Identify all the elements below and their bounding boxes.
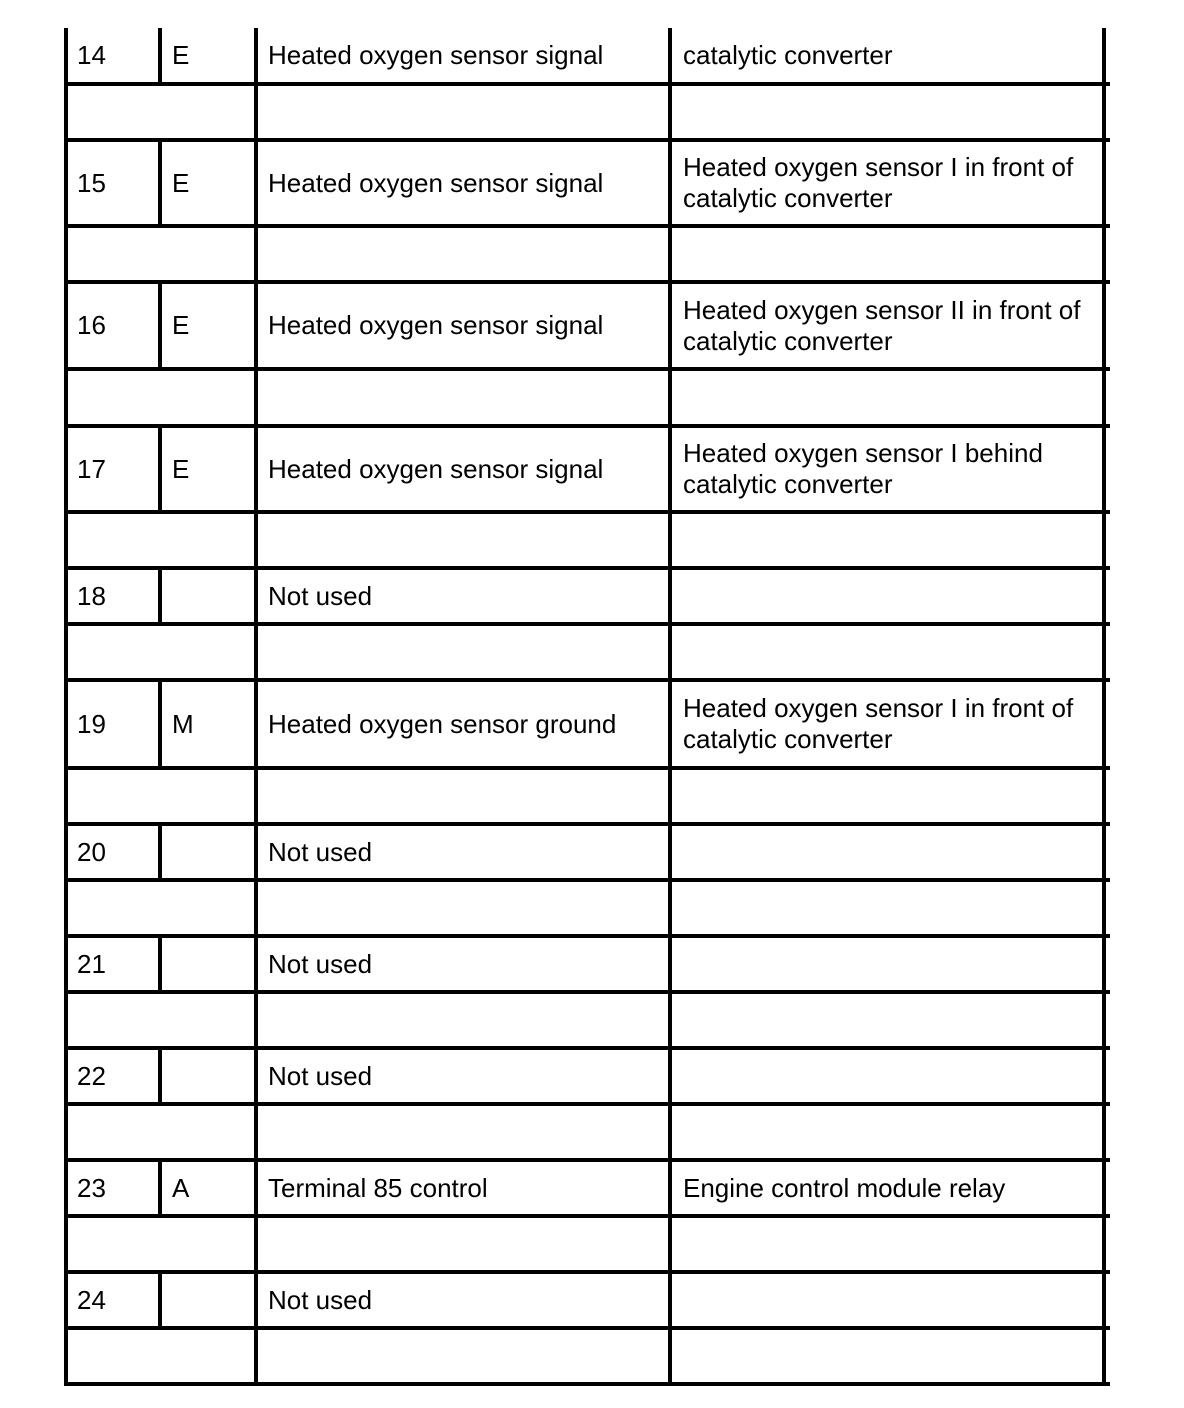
- component-description: Heated oxygen sensor II in front of catalytic converter: [683, 294, 1081, 356]
- wire-code: E: [172, 167, 190, 198]
- pin-table: [64, 28, 1110, 1386]
- pin-number: 17: [77, 453, 106, 484]
- signal-description: Terminal 85 control: [268, 1172, 488, 1203]
- row-divider: [64, 622, 1110, 626]
- component-description: [683, 1050, 1093, 1102]
- row-divider: [64, 990, 1110, 994]
- row-divider: [64, 1326, 1110, 1330]
- signal-description: Not used: [268, 580, 373, 611]
- pin-code-divider: [158, 142, 162, 224]
- wire-code: E: [172, 310, 190, 340]
- pin-number: 15: [77, 167, 106, 198]
- pin-code-divider: [158, 1050, 162, 1102]
- row-divider: [64, 1214, 1110, 1218]
- pin-number: 19: [77, 708, 106, 739]
- pin-code-divider: [158, 284, 162, 367]
- pin-number: 23: [77, 1172, 106, 1203]
- column-divider: [254, 28, 258, 1386]
- row-divider: [64, 82, 1110, 86]
- signal-description: Not used: [268, 948, 373, 979]
- pin-code-divider: [158, 1274, 162, 1326]
- pin-number: 21: [77, 948, 106, 979]
- pin-number: 24: [77, 1284, 106, 1315]
- pin-code-divider: [158, 1162, 162, 1214]
- row-divider: [64, 1102, 1110, 1106]
- pin-number: 22: [77, 1060, 106, 1091]
- wire-code: [172, 826, 248, 878]
- component-description: Heated oxygen sensor I in front of catalytic converter: [683, 152, 1074, 213]
- signal-description: Not used: [268, 1060, 373, 1091]
- signal-description: Heated oxygen sensor signal: [268, 310, 604, 340]
- pin-number: 16: [77, 310, 106, 340]
- pin-code-divider: [158, 826, 162, 878]
- row-divider: [64, 510, 1110, 514]
- pin-number: 14: [77, 39, 106, 70]
- row-divider: [64, 224, 1110, 228]
- component-description: Heated oxygen sensor I behind catalytic converter: [683, 438, 1043, 499]
- pin-number: 20: [77, 836, 106, 867]
- wire-code: [172, 570, 248, 622]
- pin-number: 18: [77, 580, 106, 611]
- component-description: Heated oxygen sensor I in front of catalytic converter: [683, 693, 1074, 754]
- wire-code: E: [172, 453, 190, 484]
- signal-description: Heated oxygen sensor signal: [268, 453, 604, 484]
- row-divider: [64, 878, 1110, 882]
- signal-description: Not used: [268, 836, 373, 867]
- pin-code-divider: [158, 28, 162, 82]
- row-divider: [64, 766, 1110, 770]
- component-description: [683, 1274, 1093, 1326]
- component-description: catalytic converter: [683, 39, 893, 70]
- row-divider: [64, 1382, 1110, 1386]
- signal-description: Heated oxygen sensor ground: [268, 708, 617, 739]
- pin-code-divider: [158, 428, 162, 510]
- wire-code: [172, 1274, 248, 1326]
- wire-code: M: [172, 708, 194, 739]
- wire-code: A: [172, 1172, 190, 1203]
- column-divider: [1102, 28, 1106, 1386]
- signal-description: Heated oxygen sensor signal: [268, 39, 604, 70]
- wire-code: [172, 938, 248, 990]
- component-description: [683, 570, 1093, 622]
- column-divider: [64, 28, 68, 1386]
- component-description: Engine control module relay: [683, 1172, 1006, 1203]
- pin-code-divider: [158, 570, 162, 622]
- signal-description: Not used: [268, 1284, 373, 1315]
- row-divider: [64, 367, 1110, 371]
- wire-code: [172, 1050, 248, 1102]
- signal-description: Heated oxygen sensor signal: [268, 167, 604, 198]
- pin-code-divider: [158, 682, 162, 766]
- column-divider: [668, 28, 672, 1386]
- component-description: [683, 826, 1093, 878]
- component-description: [683, 938, 1093, 990]
- wire-code: E: [172, 39, 190, 70]
- pin-code-divider: [158, 938, 162, 990]
